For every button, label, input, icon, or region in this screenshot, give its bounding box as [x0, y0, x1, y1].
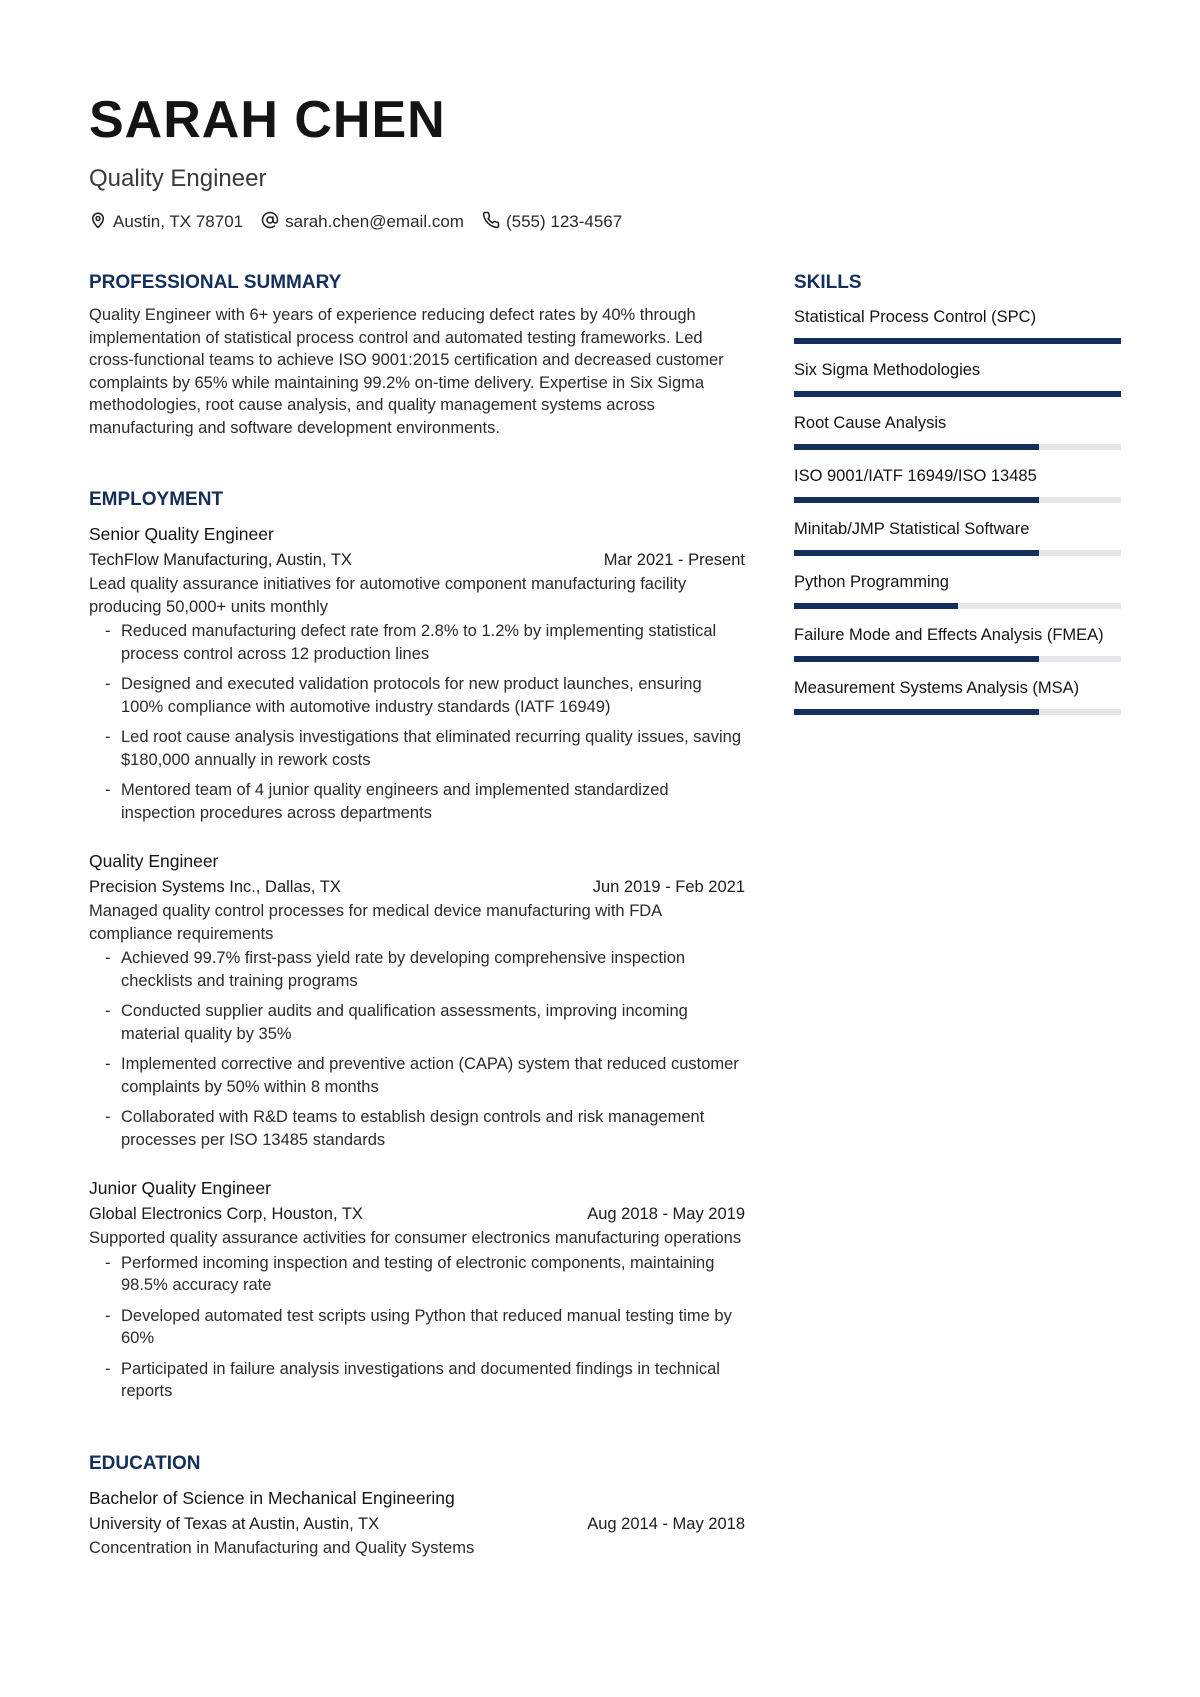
skill-item: [794, 463, 1121, 516]
candidate-name: SARAH CHEN: [89, 91, 446, 149]
contact-bar: [89, 210, 1200, 234]
skill-item: [794, 675, 1121, 728]
skill-level-bar: [794, 550, 1121, 556]
skill-label: Failure Mode and Effects Analysis (FMEA): [794, 626, 1104, 644]
job-bullet: - Mentored team of 4 junior quality engineers and implemented standardized inspection procedures across departments: [89, 779, 745, 824]
job-bullet: - Performed incoming inspection and testing of electronic components, maintaining 98.5% accuracy rate: [89, 1252, 745, 1297]
job-bullet: - Collaborated with R&D teams to establish design controls and risk management processes per ISO 13485 standards: [89, 1106, 745, 1151]
skill-level-fill: [794, 338, 1121, 344]
skill-level-fill: [794, 550, 1039, 556]
job-company: Global Electronics Corp, Houston, TX: [89, 1205, 363, 1223]
job-bullets: [89, 1252, 745, 1403]
job-dates: Jun 2019 - Feb 2021: [592, 878, 745, 896]
skill-level-fill: [794, 603, 958, 609]
skill-level-fill: [794, 497, 1039, 503]
skill-level-bar: [794, 709, 1121, 715]
at-sign-icon: [261, 211, 285, 234]
job-bullets: [89, 620, 745, 824]
job-title: Quality Engineer: [89, 851, 219, 871]
job-description: Managed quality control processes for medical device manufacturing with FDA compliance requirements: [89, 902, 662, 943]
job-bullet: - Conducted supplier audits and qualification assessments, improving incoming material quality by 35%: [89, 1000, 745, 1045]
location-pin-icon: [89, 211, 113, 234]
job-description: Supported quality assurance activities for consumer electronics manufacturing operations: [89, 1229, 742, 1247]
skill-level-bar: [794, 391, 1121, 397]
job-title: Junior Quality Engineer: [89, 1178, 271, 1198]
skill-level-fill: [794, 709, 1039, 715]
skill-label: Six Sigma Methodologies: [794, 361, 981, 379]
job-dates: Aug 2018 - May 2019: [587, 1205, 745, 1223]
contact-phone[interactable]: [482, 211, 622, 234]
education-meta: [89, 1511, 745, 1537]
job-meta: [89, 874, 745, 900]
job-dates: Mar 2021 - Present: [603, 551, 745, 569]
job-bullets: [89, 947, 745, 1151]
job-entry: [89, 848, 745, 1151]
skill-label: Minitab/JMP Statistical Software: [794, 520, 1030, 538]
job-description: Lead quality assurance initiatives for automotive component manufacturing facility producing 50,000+ units monthly: [89, 575, 687, 616]
skills-list: [794, 304, 1121, 728]
skills-column: [794, 270, 1121, 728]
skill-label: Measurement Systems Analysis (MSA): [794, 679, 1080, 697]
job-bullet: - Reduced manufacturing defect rate from 2.8% to 1.2% by implementing statistical process control across 12 production lines: [89, 620, 745, 665]
phone-text[interactable]: (555) 123-4567: [505, 212, 623, 231]
skill-level-bar: [794, 656, 1121, 662]
job-bullet: - Led root cause analysis investigations that eliminated recurring quality issues, saving $180,000 annually in rework costs: [89, 726, 745, 771]
education-heading: EDUCATION: [89, 1452, 201, 1474]
skill-item: [794, 569, 1121, 622]
job-bullet: - Participated in failure analysis investigations and documented findings in technical reports: [89, 1358, 745, 1403]
summary-heading: PROFESSIONAL SUMMARY: [89, 272, 342, 293]
skill-level-bar: [794, 338, 1121, 344]
phone-icon: [482, 211, 506, 234]
skill-level-bar: [794, 497, 1121, 503]
education-note: Concentration in Manufacturing and Quality Systems: [89, 1538, 475, 1557]
skill-label: Root Cause Analysis: [794, 414, 947, 432]
contact-email[interactable]: [261, 211, 464, 234]
skill-level-fill: [794, 391, 1121, 397]
job-bullet: - Achieved 99.7% first-pass yield rate by developing comprehensive inspection checklists and training programs: [89, 947, 745, 992]
skill-level-bar: [794, 603, 1121, 609]
skill-level-bar: [794, 444, 1121, 450]
education-dates: Aug 2014 - May 2018: [587, 1514, 745, 1533]
job-title: Senior Quality Engineer: [89, 524, 274, 544]
skill-item: [794, 516, 1121, 569]
education-school: University of Texas at Austin, Austin, TX: [89, 1514, 380, 1533]
job-bullet: - Designed and executed validation protocols for new product launches, ensuring 100% compliance with automotive industry standards (IATF 16949): [89, 673, 745, 718]
skill-item: [794, 304, 1121, 357]
contact-location: [89, 211, 243, 234]
summary-section: [89, 270, 745, 439]
content-columns: [89, 270, 1121, 1607]
job-meta: [89, 547, 745, 573]
skill-level-fill: [794, 656, 1039, 662]
employment-section: [89, 487, 745, 1403]
education-degree: Bachelor of Science in Mechanical Engineering: [89, 1487, 455, 1508]
skill-label: ISO 9001/IATF 16949/ISO 13485: [794, 467, 1037, 485]
education-section: [89, 1451, 745, 1560]
skill-item: [794, 410, 1121, 463]
employment-heading: EMPLOYMENT: [89, 489, 224, 510]
job-entry: [89, 521, 745, 824]
email-text[interactable]: sarah.chen@email.com: [285, 212, 464, 231]
skill-level-fill: [794, 444, 1039, 450]
skill-item: [794, 622, 1121, 675]
skill-label: Statistical Process Control (SPC): [794, 308, 1037, 326]
skill-item: [794, 357, 1121, 410]
candidate-role: Quality Engineer: [89, 165, 267, 192]
job-company: TechFlow Manufacturing, Austin, TX: [89, 551, 352, 569]
job-meta: [89, 1201, 745, 1227]
skills-heading: SKILLS: [794, 272, 862, 293]
skill-label: Python Programming: [794, 573, 949, 591]
job-bullet: - Implemented corrective and preventive action (CAPA) system that reduced customer complaints by 50% within 8 months: [89, 1053, 745, 1098]
location-text: Austin, TX 78701: [113, 212, 244, 231]
job-company: Precision Systems Inc., Dallas, TX: [89, 878, 341, 896]
summary-text: Quality Engineer with 6+ years of experience reducing defect rates by 40% through implementation of statistical process control and automated testing frameworks. Led cross-functional teams to achieve ISO 9001:2015 certification and decreased customer complaints by 65% while maintaining 99.2% on-time delivery. Expertise in Six Sigma methodologies, root cause analysis, and quality management systems across manufacturing and software development environments.: [89, 306, 724, 437]
job-entry: [89, 1175, 745, 1403]
job-bullet: - Developed automated test scripts using Python that reduced manual testing time by 60%: [89, 1305, 745, 1350]
main-column: [89, 270, 745, 1607]
